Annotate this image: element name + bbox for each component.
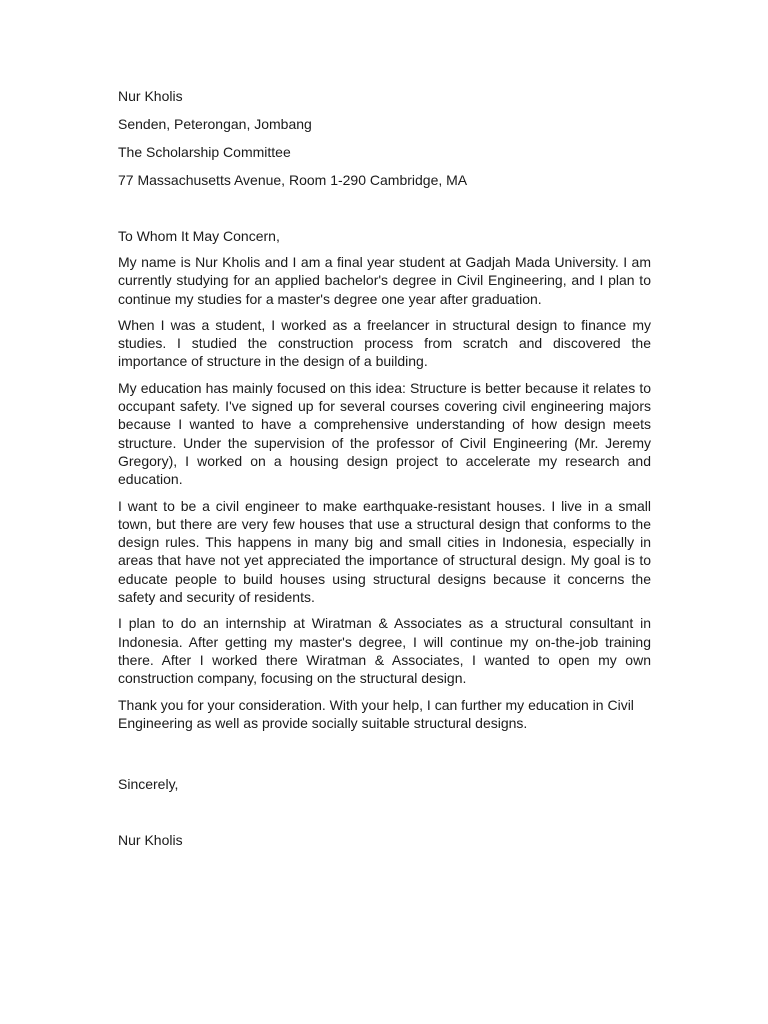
- body-paragraph: I want to be a civil engineer to make earthquake-resistant houses. I live in a small town, but there are very few houses that use a structural design that conforms to the design rules. This happens in many big and small cities in Indonesia, especially in areas that have not yet appreciated the importance of structural design. My goal is to educate people to build houses using structural designs because it concerns the safety and security of residents.: [118, 497, 651, 606]
- body-paragraph: I plan to do an internship at Wiratman & Associates as a structural consultant in Indonesia. After getting my master's degree, I will continue my on-the-job training there. After I worked there Wiratman & Associates, I wanted to open my own construction company, focusing on the structural design.: [118, 615, 651, 687]
- sender-address: Senden, Peterongan, Jombang: [118, 116, 312, 132]
- closing: Sincerely,: [118, 776, 179, 792]
- body-paragraph: When I was a student, I worked as a freelancer in structural design to finance my studies. I studied the construction process from scratch and discovered the importance of structure in the design of a building.: [118, 316, 651, 370]
- body-paragraph: My education has mainly focused on this idea: Structure is better because it relates to occupant safety. I've signed up for several courses covering civil engineering majors because I wanted to have a comprehensive understanding of how design meets structure. Under the supervision of the professor of Civil Engineering (Mr. Jeremy Gregory), I worked on a housing design project to accelerate my research and education.: [118, 379, 651, 488]
- recipient-address: 77 Massachusetts Avenue, Room 1-290 Cambridge, MA: [118, 172, 468, 188]
- body-paragraph: Thank you for your consideration. With your help, I can further my education in Civil Engineering as well as provide socially suitable structural designs.: [118, 696, 634, 731]
- recipient-name: The Scholarship Committee: [118, 144, 291, 160]
- signature-name: Nur Kholis: [118, 832, 183, 848]
- sender-name: Nur Kholis: [118, 88, 183, 104]
- salutation: To Whom It May Concern,: [118, 228, 280, 244]
- body-paragraph: My name is Nur Kholis and I am a final year student at Gadjah Mada University. I am currently studying for an applied bachelor's degree in Civil Engineering, and I plan to continue my studies for a master's degree one year after graduation.: [118, 254, 651, 307]
- letter-body: [118, 253, 651, 740]
